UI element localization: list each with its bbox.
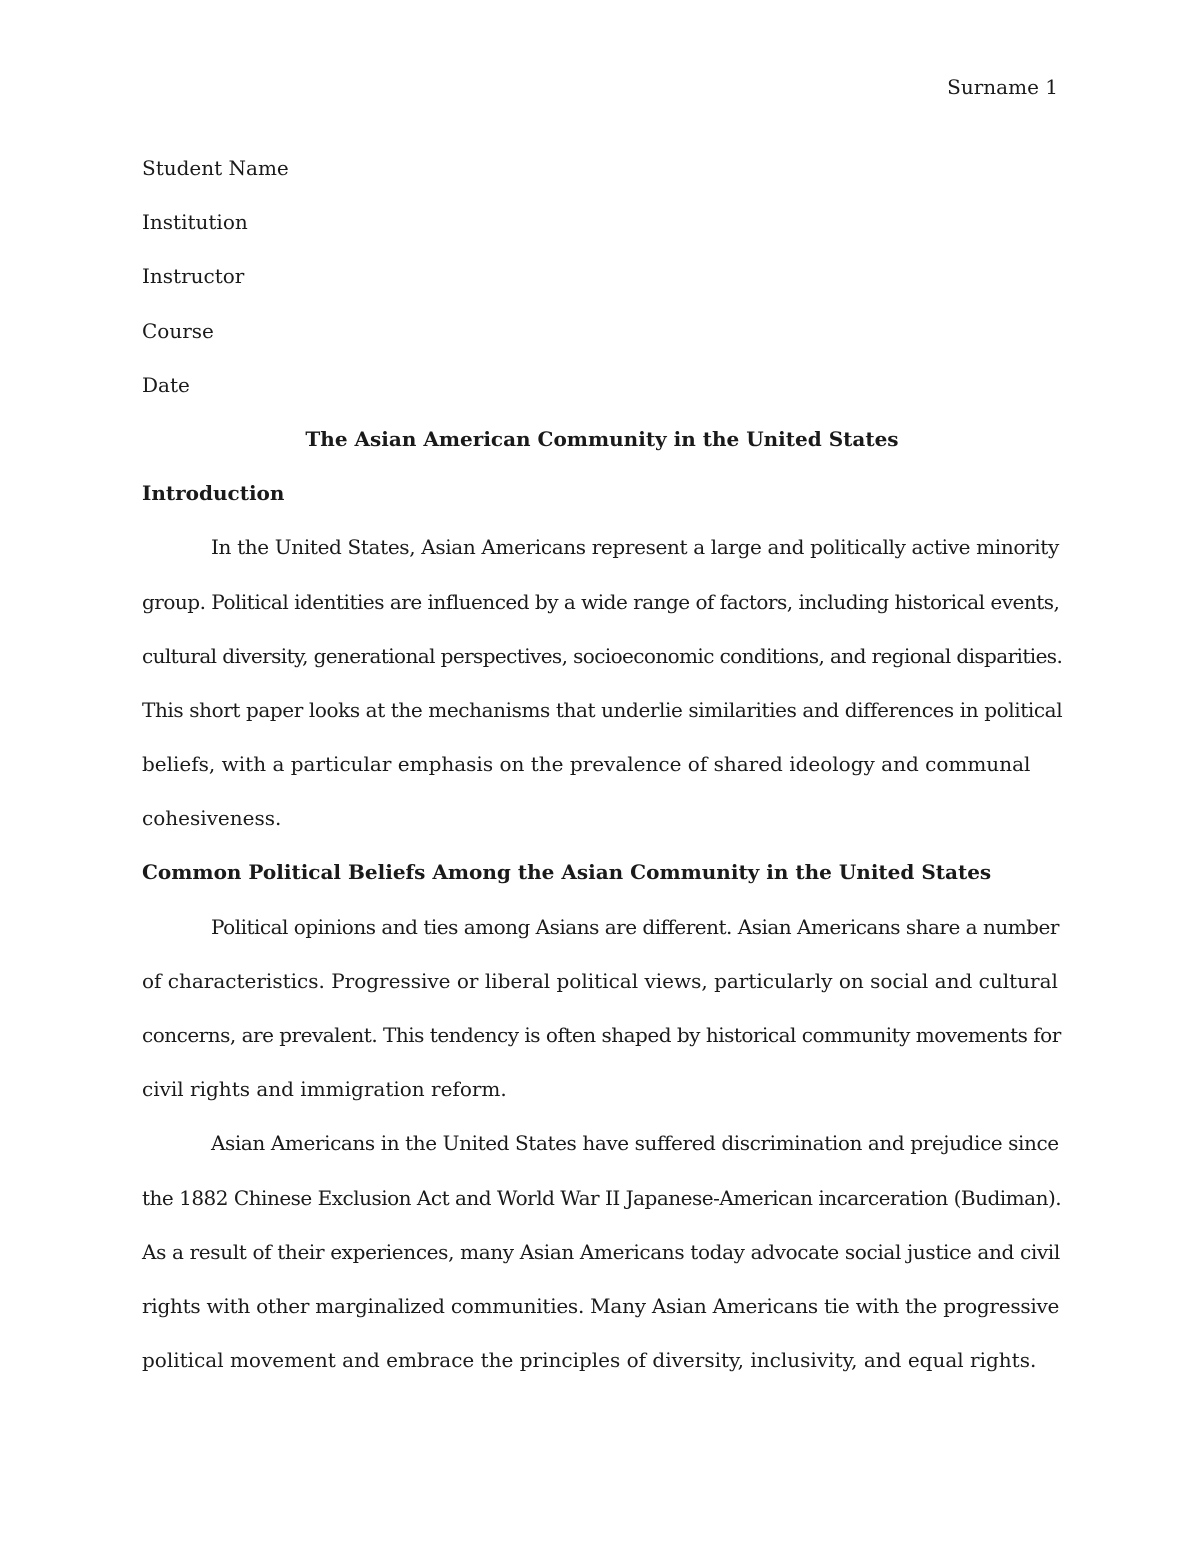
running-head: Surname 1 xyxy=(947,75,1058,99)
paragraph-line: group. Political identities are influenced by a wide range of factors, including historical events, xyxy=(142,589,1060,614)
paragraph-line: concerns, are prevalent. This tendency is often shaped by historical community movements for xyxy=(142,1023,1061,1047)
paragraph-line: As a result of their experiences, many Asian Americans today advocate social justice and civil xyxy=(142,1239,1060,1264)
paragraph-line: cultural diversity, generational perspectives, socioeconomic conditions, and regional disparities. xyxy=(142,643,1063,668)
section-heading-introduction: Introduction xyxy=(142,481,285,506)
paper-title: The Asian American Community in the United States xyxy=(305,426,899,451)
paragraph-line: rights with other marginalized communities. Many Asian Americans tie with the progressive xyxy=(142,1293,1060,1318)
paragraph-line: political movement and embrace the principles of diversity, inclusivity, and equal rights. xyxy=(142,1348,1037,1373)
paragraph-line: the 1882 Chinese Exclusion Act and World War II Japanese-American incarceration (Budiman). xyxy=(142,1185,1062,1210)
date: Date xyxy=(142,372,190,397)
paragraph-discrimination-history xyxy=(142,1116,1062,1387)
institution: Institution xyxy=(142,210,248,235)
paragraph-line: This short paper looks at the mechanisms that underlie similarities and differences in political xyxy=(142,697,1063,722)
student-name: Student Name xyxy=(142,156,289,180)
instructor: Instructor xyxy=(142,264,245,289)
paragraph-line: beliefs, with a particular emphasis on the prevalence of shared ideology and communal xyxy=(142,752,1031,777)
course: Course xyxy=(142,318,214,343)
paragraph-line: cohesiveness. xyxy=(142,806,282,831)
paragraph-line: of characteristics. Progressive or liberal political views, particularly on social and cultural xyxy=(142,968,1058,993)
paragraph-line: Political opinions and ties among Asians are different. Asian Americans share a number xyxy=(211,914,1059,939)
section-heading-common-political-beliefs: Common Political Beliefs Among the Asian Community in the United States xyxy=(142,860,992,885)
paragraph-introduction xyxy=(142,520,1062,845)
paragraph-line: In the United States, Asian Americans represent a large and politically active minority xyxy=(211,535,1059,560)
paragraph-political-opinions xyxy=(142,900,1062,1117)
paragraph-line: Asian Americans in the United States have suffered discrimination and prejudice since xyxy=(211,1131,1059,1156)
document-body xyxy=(142,141,1062,1387)
paragraph-line: civil rights and immigration reform. xyxy=(142,1077,507,1102)
